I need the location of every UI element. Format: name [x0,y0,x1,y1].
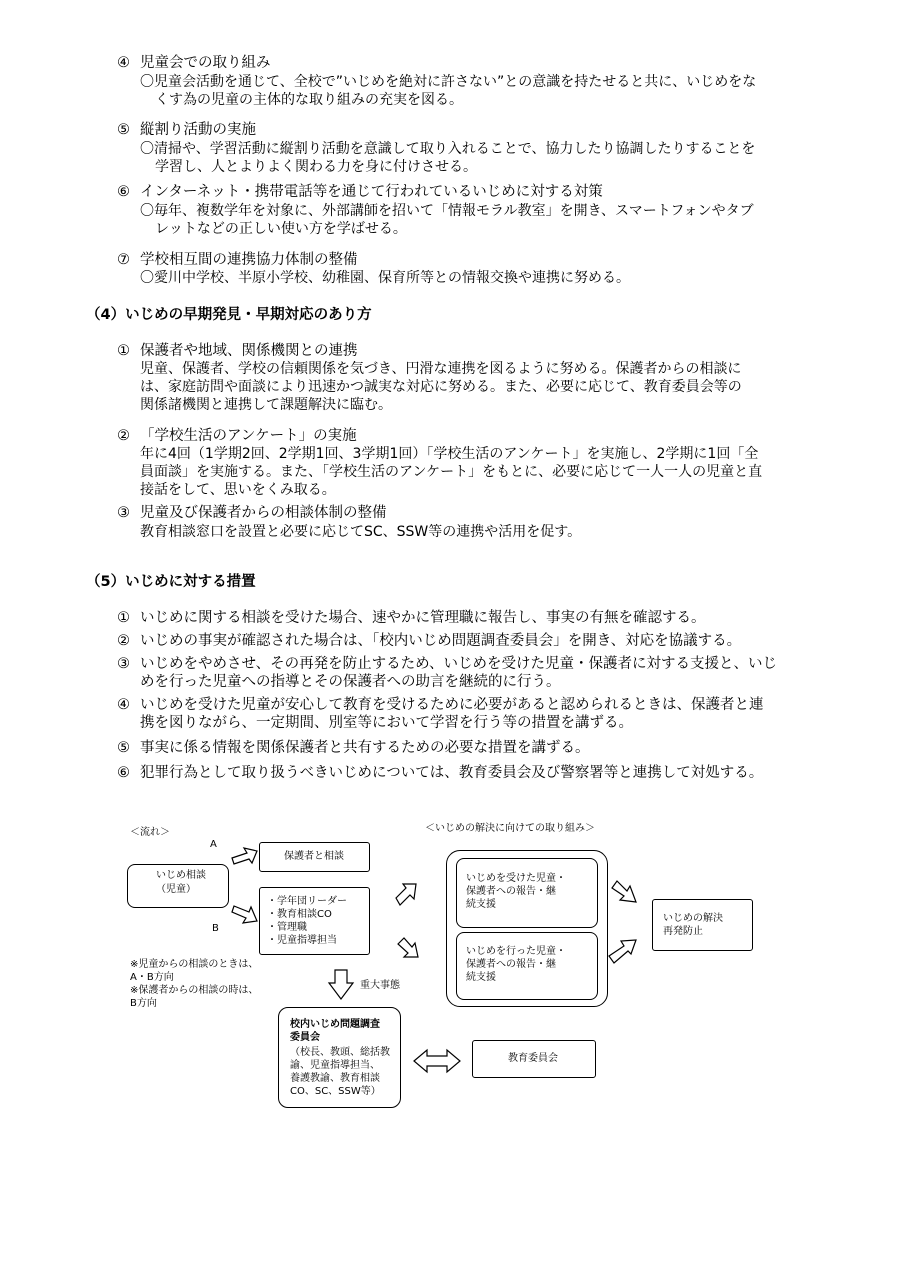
item-line: 〇毎年、複数学年を対象に、外部講師を招いて「情報モラル教室」を開き、スマートフォンやタブ [140,203,754,219]
resolution-line: いじめの解決 [663,913,723,924]
consult-sub-label: （児童） [156,884,196,895]
item-line: 犯罪行為として取り扱うべきいじめについては、教育委員会及び警察署等と連携して対処する。 [140,765,764,781]
arrow-right-icon [232,906,257,923]
staff-item: ・管理職 [267,922,307,933]
item-title: 保護者や地域、関係機関との連携 [140,343,358,359]
victim-support-line: いじめを受けた児童・ [466,873,566,884]
item-number: ⑤ [117,740,130,756]
item-line: は、家庭訪問や面談により迅速かつ誠実な対応に努める。また、必要に応じて、教育委員会等の [140,379,742,395]
item-title: 児童及び保護者からの相談体制の整備 [140,505,387,521]
item-number: ② [117,428,130,444]
note-line: A・B方向 [130,972,174,983]
committee-member-line: 養護教諭、教育相談 [290,1073,380,1084]
offender-support-line: 保護者への報告・継 [466,959,556,970]
double-arrow-icon [414,1050,460,1072]
committee-member-line: 諭、児童指導担当、 [290,1060,380,1071]
item-line: 〇清掃や、学習活動に縦割り活動を意識して取り入れることで、協力したり協調したりすることを [140,141,756,157]
arrow-right-icon [612,881,636,902]
item-number: ⑦ [117,252,130,268]
item-number: ⑤ [117,122,130,138]
flow-label: ＜流れ＞ [130,827,170,838]
committee-member-line: CO、SC、SSW等） [290,1086,381,1097]
item-line: 〇児童会活動を通じて、全校で”いじめを絶対に許さない”との意識を持たせると共に、いじめをな [140,74,757,90]
item-number: ② [117,633,130,649]
arrow-right-icon [609,940,636,963]
item-title: 縦割り活動の実施 [140,122,256,138]
staff-item: ・教育相談CO [267,909,332,920]
item-number: ⑥ [117,184,130,200]
item-number: ④ [117,697,130,713]
arrow-right-icon [396,884,416,905]
staff-item: ・学年団リーダー [267,896,347,907]
offender-support-line: いじめを行った児童・ [466,946,566,957]
resolution-line: 再発防止 [663,926,703,937]
item-number: ③ [117,656,130,672]
item-line: 携を図りながら、一定期間、別室等において学習を行う等の措置を講ずる。 [140,715,633,731]
item-line: 接話をして、思いをくみ取る。 [140,482,336,498]
item-line: 年に4回（1学期2回、2学期1回、3学期1回）「学校生活のアンケート」を実施し、2学期に1回「全 [140,446,759,462]
item-line: いじめに関する相談を受けた場合、速やかに管理職に報告し、事実の有無を確認する。 [140,610,706,626]
item-line: めを行った児童への指導とその保護者への助言を継続的に行う。 [140,674,561,690]
note-line: ※保護者からの相談の時は、 [130,985,259,996]
item-title: 「学校生活のアンケート」の実施 [140,428,357,444]
item-title: 学校相互間の連携協力体制の整備 [140,252,358,268]
section-heading: （4）いじめの早期発見・早期対応のあり方 [86,307,372,323]
board-label: 教育委員会 [508,1053,558,1064]
item-number: ⑥ [117,765,130,781]
item-line: いじめを受けた児童が安心して教育を受けるために必要があると認められるときは、保護者と連 [140,697,764,713]
arrow-right-icon [232,848,257,864]
solution-label: ＜いじめの解決に向けての取り組み＞ [425,823,595,834]
item-line: 〇愛川中学校、半原小学校、幼稚園、保育所等との情報交換や連携に努める。 [140,270,630,286]
section-heading: （5）いじめに対する措置 [86,574,256,590]
item-line: 関係諸機関と連携して課題解決に臨む。 [140,397,392,413]
item-number: ③ [117,505,130,521]
item-number: ④ [117,55,130,71]
item-number: ① [117,610,130,626]
item-line: いじめの事実が確認された場合は、「校内いじめ問題調査委員会」を開き、対応を協議する。 [140,633,742,649]
item-line: 事実に係る情報を関係保護者と共有するための必要な措置を講ずる。 [140,740,590,756]
victim-support-line: 続支援 [466,899,496,910]
consult-label: いじめ相談 [156,870,206,881]
note-line: ※児童からの相談のときは、 [130,959,259,970]
offender-support-line: 続支援 [466,972,496,983]
staff-item: ・児童指導担当 [267,935,337,946]
item-line: 学習し、人とよりよく関わる力を身に付けさせる。 [155,159,477,175]
note-line: B方向 [130,998,157,1009]
committee-title-line: 校内いじめ問題調査 [290,1019,380,1030]
parents-label: 保護者と相談 [284,851,344,862]
direction-label-b: B [212,923,219,934]
committee-title-line: 委員会 [290,1032,320,1043]
item-line: レットなどの正しい使い方を学ばせる。 [155,221,407,237]
item-line: いじめをやめさせ、その再発を防止するため、いじめを受けた児童・保護者に対する支援と、いじ [140,656,777,672]
item-title: 児童会での取り組み [140,55,271,71]
committee-member-line: （校長、教頭、総括教 [290,1047,390,1058]
item-line: くす為の児童の主体的な取り組みの充実を図る。 [155,92,463,108]
serious-case-label: 重大事態 [360,980,400,991]
item-line: 員面談」を実施する。また、「学校生活のアンケート」をもとに、必要に応じて一人一人の児童と直 [140,464,763,480]
item-title: インターネット・携帯電話等を通じて行われているいじめに対する対策 [140,184,603,200]
arrow-right-icon [398,938,418,957]
arrow-down-icon [329,970,353,999]
item-line: 児童、保護者、学校の信頼関係を気づき、円滑な連携を図るように努める。保護者からの相談に [140,361,742,377]
victim-support-line: 保護者への報告・継 [466,886,556,897]
item-line: 教育相談窓口を設置と必要に応じてSC、SSW等の連携や活用を促す。 [140,524,582,540]
item-number: ① [117,343,130,359]
direction-label-a: A [210,839,217,850]
